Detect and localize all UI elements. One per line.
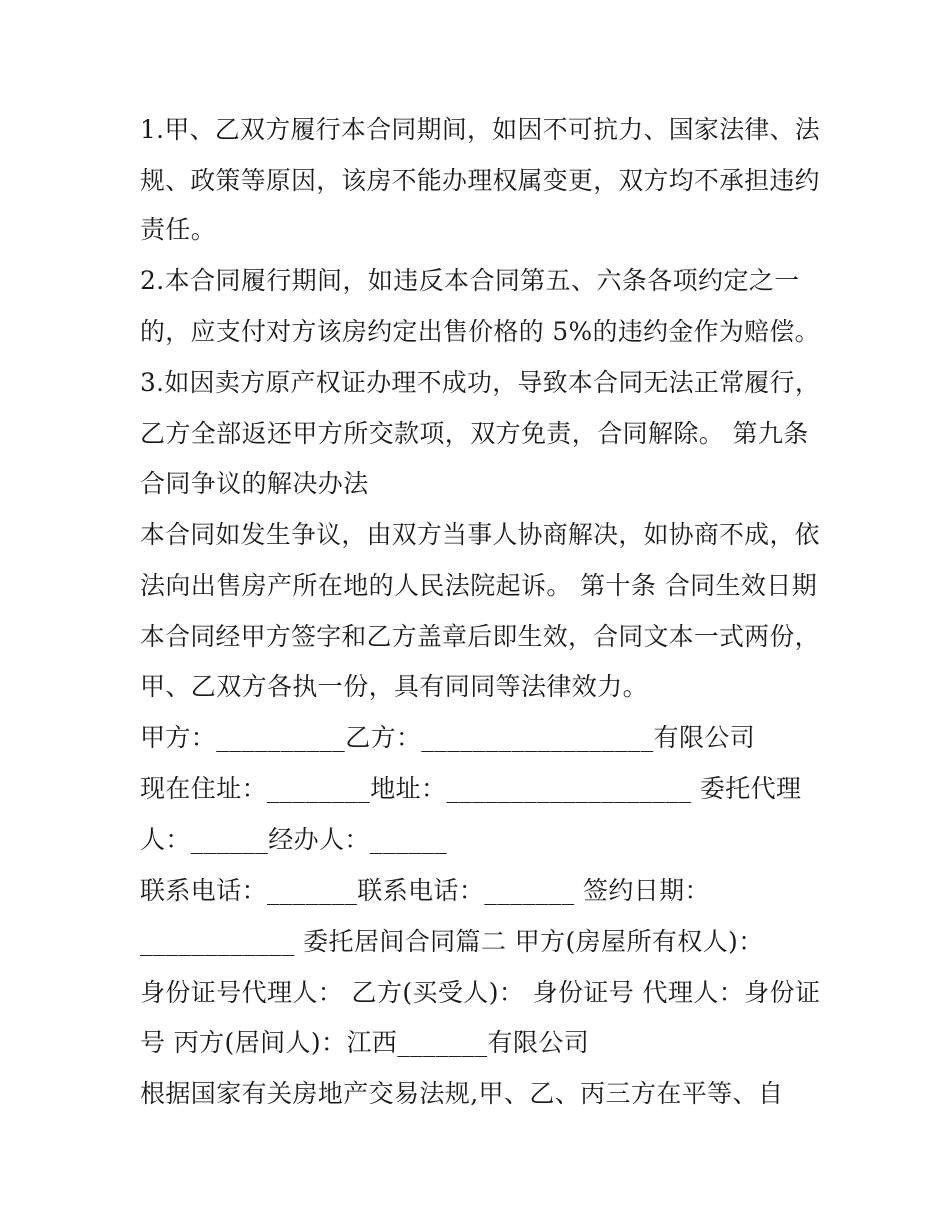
text-line-3: 责任。 bbox=[140, 215, 217, 244]
text-line-12: 甲、乙双方各执一份，具有同同等法律效力。 bbox=[140, 672, 649, 701]
text-line-18: 身份证号代理人： 乙方(买受人)： 身份证号 代理人：身份证 bbox=[140, 978, 821, 1007]
text-line-6: 3.如因卖方原产权证办理不成功，导致本合同无法正常履行， bbox=[140, 368, 821, 397]
text-line-19: 号 丙方(居间人)：江西_______有限公司 bbox=[140, 1028, 590, 1057]
text-line-4: 2.本合同履行期间，如违反本合同第五、六条各项约定之一 bbox=[140, 266, 800, 295]
text-line-16: 联系电话：_______联系电话：_______ 签约日期： bbox=[140, 876, 710, 905]
text-line-2: 规、政策等原因，该房不能办理权属变更，双方均不承担违约 bbox=[140, 166, 820, 195]
text-line-10: 法向出售房产所在地的人民法院起诉。 第十条 合同生效日期 bbox=[140, 571, 818, 600]
text-line-9: 本合同如发生争议，由双方当事人协商解决，如协商不成，依 bbox=[140, 520, 820, 549]
text-line-5: 的，应支付对方该房约定出售价格的 5%的违约金作为赔偿。 bbox=[140, 317, 820, 346]
text-line-1: 1.甲、乙双方履行本合同期间，如因不可抗力、国家法律、法 bbox=[140, 115, 821, 144]
text-line-7: 乙方全部返还甲方所交款项，双方免责，合同解除。 第九条 bbox=[140, 419, 809, 448]
text-line-11: 本合同经甲方签字和乙方盖章后即生效，合同文本一式两份， bbox=[140, 622, 820, 651]
text-line-8: 合同争议的解决办法 bbox=[140, 469, 369, 498]
text-line-13: 甲方：__________乙方：__________________有限公司 bbox=[140, 723, 756, 752]
text-line-20: 根据国家有关房地产交易法规,甲、乙、丙三方在平等、自 bbox=[140, 1079, 784, 1108]
text-line-17: ____________ 委托居间合同篇二 甲方(房屋所有权人)： bbox=[140, 927, 764, 956]
text-line-15: 人：______经办人：______ bbox=[140, 825, 448, 854]
text-line-14: 现在住址：________地址：___________________ 委托代理 bbox=[140, 774, 802, 803]
